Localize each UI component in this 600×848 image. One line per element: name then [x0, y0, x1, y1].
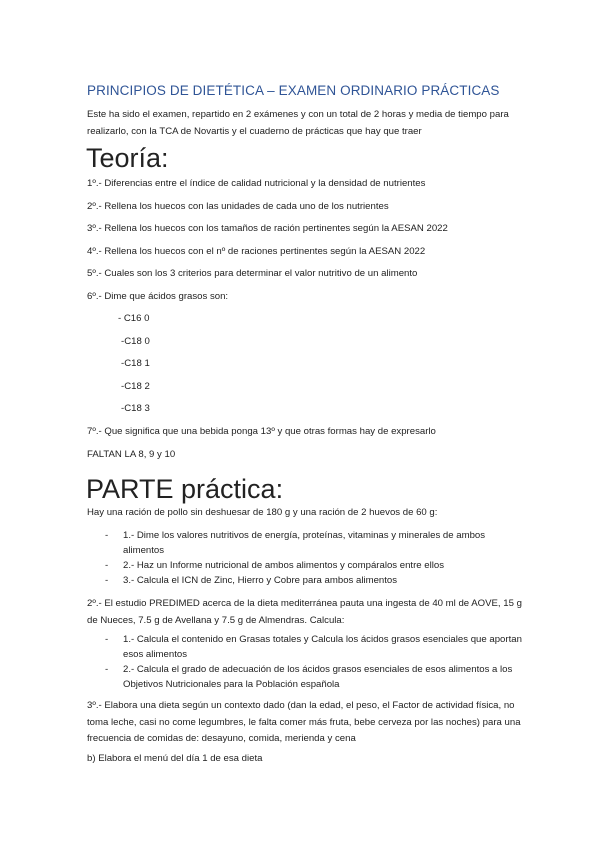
bullet-dash: - — [105, 664, 109, 675]
missing-questions-note: FALTAN LA 8, 9 y 10 — [87, 449, 176, 460]
fatty-acid-item: - C16 0 — [118, 313, 150, 324]
practica-question-3: 3º.- Elabora una dieta según un contexto dado (dan la edad, el peso, el Factor de actividad física, no toma leche, casi no come legumbres, le falta comer más fruta, bebe cerveza por las noches) para una frecuencia de comidas de: desayuno, comida, merienda y cena — [87, 700, 521, 744]
practica-heading: PARTE práctica: — [86, 474, 284, 504]
practica-item-1: 1.- Dime los valores nutritivos de energía, proteínas, vitaminas y minerales de ambos alimentos — [123, 530, 486, 556]
practica-q2-item-1: 1.- Calcula el contenido en Grasas totales y Calcula los ácidos grasos esenciales que aportan esos alimentos — [123, 634, 522, 660]
document-title: PRINCIPIOS DE DIETÉTICA – EXAMEN ORDINARIO PRÁCTICAS — [87, 83, 500, 98]
fatty-acid-item: -C18 3 — [121, 403, 150, 414]
practica-item-2: 2.- Haz un Informe nutricional de ambos alimentos y compáralos entre ellos — [123, 560, 445, 571]
fatty-acid-item: -C18 2 — [121, 381, 150, 392]
bullet-dash: - — [105, 575, 109, 586]
practica-question-2: 2º.- El estudio PREDIMED acerca de la dieta mediterránea pauta una ingesta de 40 ml de AOVE, 15 g de Nueces, 7.5 g de Avellana y 7.5 g de Almendras. Calcula: — [87, 598, 522, 626]
bullet-dash: - — [105, 560, 109, 571]
question-1: 1º.- Diferencias entre el índice de calidad nutricional y la densidad de nutrientes — [87, 178, 426, 189]
teoria-heading: Teoría: — [86, 143, 169, 173]
question-2: 2º.- Rellena los huecos con las unidades de cada uno de los nutrientes — [87, 201, 389, 212]
question-3: 3º.- Rellena los huecos con los tamaños de ración pertinentes según la AESAN 2022 — [87, 223, 448, 234]
practica-question-3b: b) Elabora el menú del día 1 de esa dieta — [87, 753, 263, 764]
practica-item-3: 3.- Calcula el ICN de Zinc, Hierro y Cobre para ambos alimentos — [123, 575, 398, 586]
question-6: 6º.- Dime que ácidos grasos son: — [87, 291, 229, 302]
bullet-dash: - — [105, 530, 109, 541]
practica-q2-item-2: 2.- Calcula el grado de adecuación de los ácidos grasos esenciales de esos alimentos a los Objetivos Nutricionales para la Población española — [123, 664, 513, 690]
fatty-acid-item: -C18 0 — [121, 336, 150, 347]
bullet-dash: - — [105, 634, 109, 645]
fatty-acid-item: -C18 1 — [121, 358, 150, 369]
question-5: 5º.- Cuales son los 3 criterios para determinar el valor nutritivo de un alimento — [87, 268, 418, 279]
question-4: 4º.- Rellena los huecos con el nº de raciones pertinentes según la AESAN 2022 — [87, 246, 426, 257]
practica-intro: Hay una ración de pollo sin deshuesar de 180 g y una ración de 2 huevos de 60 g: — [87, 507, 438, 518]
intro-paragraph: Este ha sido el examen, repartido en 2 exámenes y con un total de 2 horas y media de tiempo para realizarlo, con la TCA de Novartis y el cuaderno de prácticas que hay que traer — [87, 109, 509, 137]
question-7: 7º.- Que significa que una bebida ponga 13º y que otras formas hay de expresarlo — [87, 426, 436, 437]
